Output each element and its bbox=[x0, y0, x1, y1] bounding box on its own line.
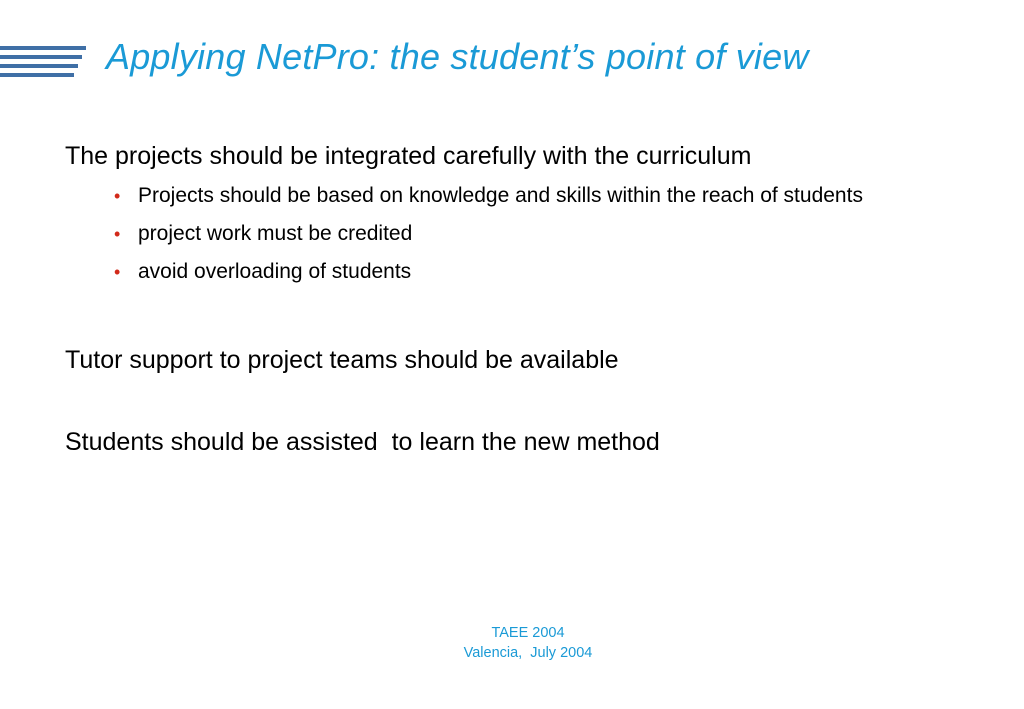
sub-bullet-list bbox=[65, 181, 965, 287]
main-point-students-assisted: Students should be assisted to learn the new method bbox=[65, 428, 660, 456]
logo-bar bbox=[0, 64, 78, 68]
footer-location-date: Valencia, July 2004 bbox=[463, 645, 593, 661]
slide-title: Applying NetPro: the student’s point of view bbox=[106, 36, 809, 77]
bullet-text: avoid overloading of students bbox=[138, 260, 412, 283]
logo-bar bbox=[0, 73, 74, 77]
logo-bar bbox=[0, 46, 86, 50]
list-item bbox=[114, 181, 928, 211]
bullet-icon: • bbox=[114, 224, 121, 244]
bullet-text: project work must be credited bbox=[138, 222, 413, 245]
slide-footer bbox=[0, 623, 1024, 663]
bullet-icon: • bbox=[114, 186, 121, 206]
main-point-curriculum: The projects should be integrated carefully with the curriculum bbox=[65, 142, 752, 170]
bullet-text: Projects should be based on knowledge and skills within the reach of students bbox=[138, 184, 863, 207]
list-item bbox=[114, 219, 928, 249]
slide-body bbox=[65, 139, 965, 459]
list-item bbox=[114, 257, 928, 287]
logo-bars bbox=[0, 46, 90, 82]
logo-bar bbox=[0, 55, 82, 59]
main-point-tutor-support: Tutor support to project teams should be available bbox=[65, 346, 619, 374]
bullet-icon: • bbox=[114, 262, 121, 282]
footer-event: TAEE 2004 bbox=[491, 625, 565, 641]
